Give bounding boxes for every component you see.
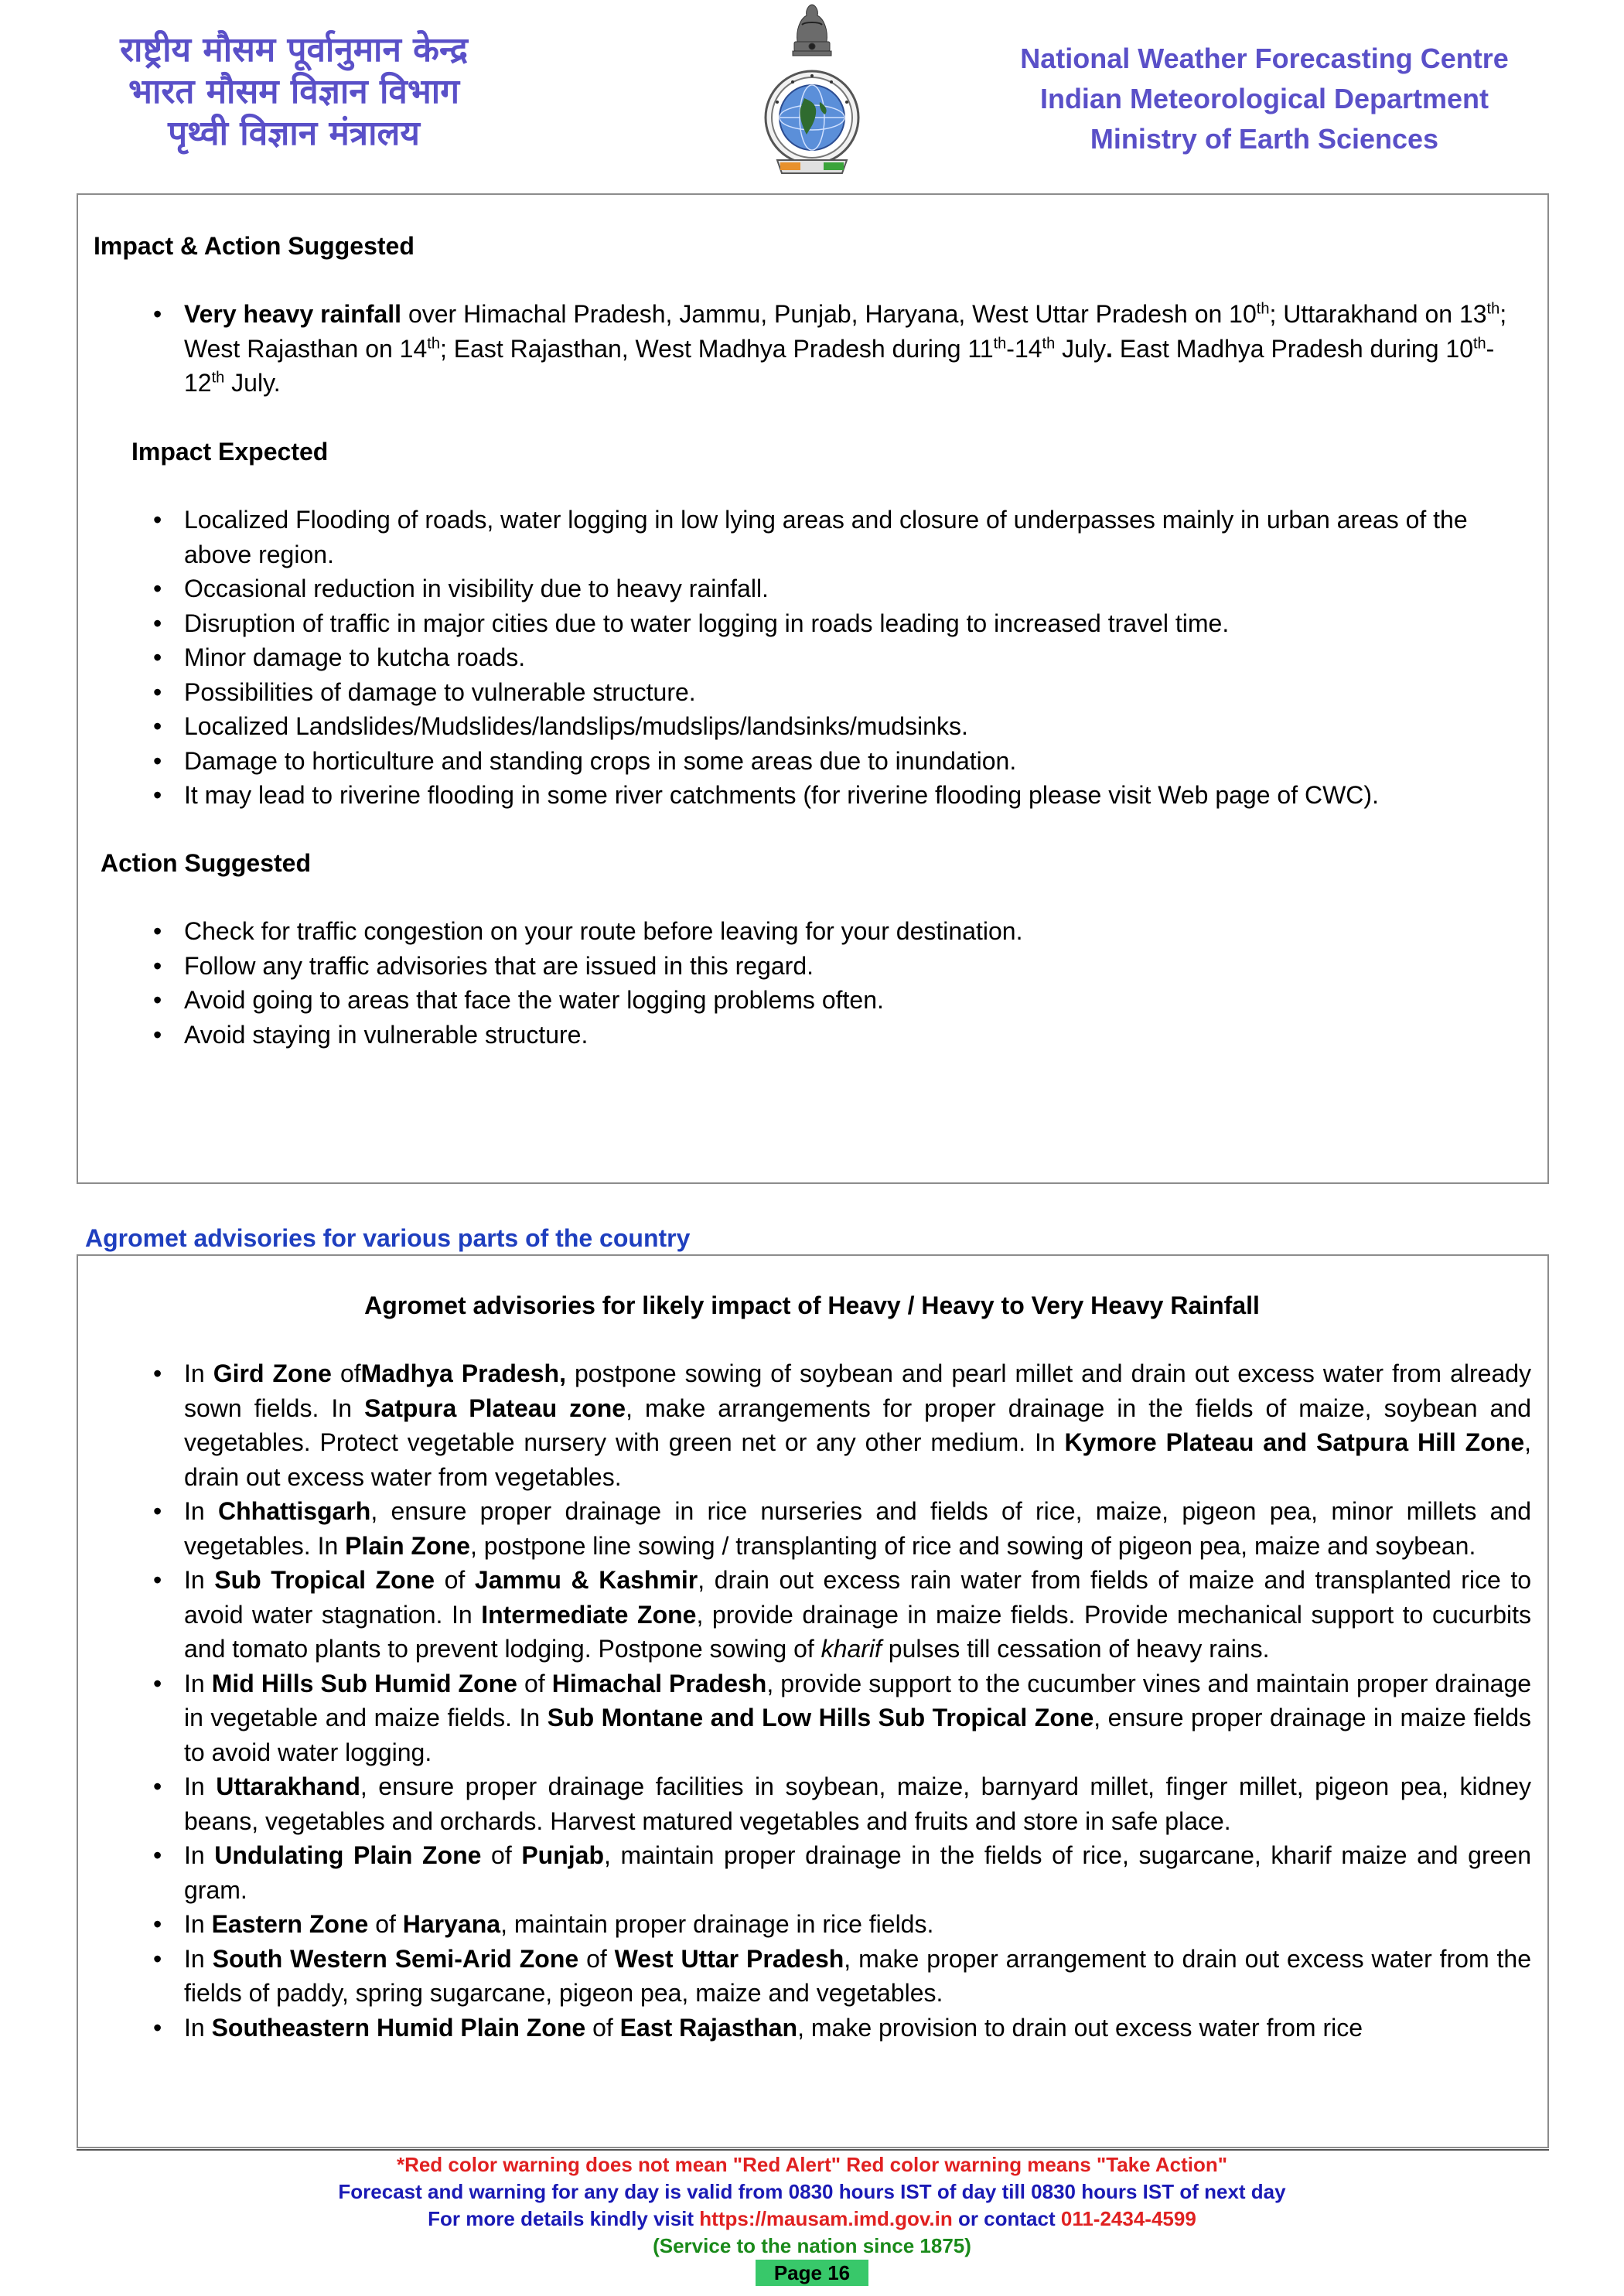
state-name: Uttarakhand [216,1772,360,1800]
english-title [982,39,1547,159]
text: In [184,1497,218,1525]
text: of [585,2013,620,2042]
list-item: • It may lead to riverine flooding in some river catchments (for riverine flooding please visit Web page of CWC). [184,778,1534,813]
text: of [368,1910,403,1938]
rainfall-bold: Very heavy rainfall [184,300,402,328]
list-item: • Localized Landslides/Mudslides/landslips/mudslips/landsinks/mudsinks. [184,709,1534,744]
hindi-line-2: भारत मौसम विज्ञान विभाग [128,72,459,111]
impact-expected-title: Impact Expected [131,438,329,466]
text: In [184,1944,213,1973]
zone-name: Mid Hills Sub Humid Zone [211,1669,517,1697]
website-link[interactable]: https://mausam.imd.gov.in [699,2207,953,2230]
rainfall-text: July [1055,334,1107,363]
advisory-haryana [184,1907,1531,1942]
state-name: Himachal Pradesh [551,1669,767,1697]
text: , make provision to drain out excess water from rice [797,2013,1363,2042]
state-name: Chhattisgarh [218,1497,371,1525]
text: , provide drainage in maize fields. Provide mechanical support to cucurbits and tomato plants to prevent lodging. Postpone sowing of [184,1600,1531,1663]
sup: th [993,334,1007,352]
advisory-east-rajasthan [184,2011,1531,2045]
contact-line [0,2206,1624,2233]
advisory-punjab [184,1838,1531,1907]
advisory-uttarakhand [184,1769,1531,1838]
sup: th [1042,334,1056,352]
text: In [184,1669,212,1697]
imd-emblem-icon [762,2,862,184]
agromet-subheading: Agromet advisories for likely impact of Heavy / Heavy to Very Heavy Rainfall [364,1291,1260,1319]
rainfall-text: -12 [184,334,1495,397]
state-name: Jammu & Kashmir [474,1566,698,1594]
action-suggested-title: Action Suggested [101,849,312,877]
text: of [517,1669,552,1697]
advisory-himachal-pradesh [184,1667,1531,1770]
list-item: • Avoid going to areas that face the water logging problems often. [184,983,1530,1018]
rainfall-text: over Himachal Pradesh, Jammu, Punjab, Haryana, West Uttar Pradesh on 10 [401,300,1257,328]
rainfall-text: ; West Rajasthan on 14 [184,300,1507,363]
rainfall-item [184,297,1530,401]
rainfall-text: July. [224,369,281,397]
impact-expected-list [184,503,1534,813]
page-number-badge: Page 16 [756,2260,868,2286]
service-note: (Service to the nation since 1875) [653,2234,971,2257]
rainfall-list [184,297,1530,401]
rainfall-text: ; East Rajasthan, West Madhya Pradesh during 11 [439,334,994,363]
state-name: West Uttar Pradesh [614,1944,844,1973]
english-line-1: National Weather Forecasting Centre [1020,43,1509,74]
list-item: • Minor damage to kutcha roads. [184,640,1534,675]
sup: th [1486,300,1500,318]
zone-name: Gird Zone [213,1360,332,1387]
page-header [0,0,1624,186]
zone-name: Sub Tropical Zone [214,1566,435,1594]
sup: th [1256,300,1270,318]
impact-title: Impact & Action Suggested [94,232,415,260]
agromet-list [184,1356,1531,2045]
english-line-3: Ministry of Earth Sciences [1090,123,1439,155]
phone-number: 011-2434-4599 [1060,2207,1196,2230]
text: postpone sowing of soybean and pearl millet and drain out excess water from already sown fields. In [184,1360,1532,1422]
rainfall-text: -14 [1006,334,1042,363]
red-warning-note: *Red color warning does not mean "Red Alert" Red color warning means "Take Action" [396,2153,1228,2176]
zone-name: Intermediate Zone [481,1600,697,1629]
text: of [435,1566,475,1594]
text: of [481,1841,522,1869]
rainfall-text: East Madhya Pradesh during 10 [1112,334,1473,363]
hindi-line-3: पृथ्वी विज्ञान मंत्रालय [168,114,420,153]
page-footer [0,2151,1624,2287]
hindi-title [77,29,510,155]
text: , make arrangements for proper drainage in the fields of maize, soybean and vegetables. Protect vegetable nursery with green net or any other medium. In [184,1394,1532,1456]
advisory-jammu-kashmir [184,1563,1531,1667]
action-list [184,914,1530,1052]
advisory-madhya-pradesh [184,1356,1531,1494]
english-line-2: Indian Meteorological Department [1039,83,1489,114]
agromet-heading: Agromet advisories for various parts of the country [85,1224,691,1252]
list-item: • Possibilities of damage to vulnerable structure. [184,675,1534,710]
zone-name: Undulating Plain Zone [214,1841,482,1869]
zone-name: Satpura Plateau zone [364,1394,626,1422]
text: , maintain proper drainage in the fields of rice, sugarcane, kharif maize and green gram. [184,1841,1532,1904]
italic-term: kharif [821,1635,882,1663]
hindi-line-1: राष्ट्रीय मौसम पूर्वानुमान केन्द्र [120,30,468,70]
text: In [184,1360,213,1387]
zone-name: Sub Montane and Low Hills Sub Tropical Zone [547,1704,1094,1731]
rainfall-text: ; Uttarakhand on 13 [1269,300,1487,328]
text: , ensure proper drainage facilities in soybean, maize, barnyard millet, finger millet, pigeon pea, kidney beans, vegetables and orchards. Harvest matured vegetables and fruits and store in safe place. [184,1772,1532,1835]
text: In [184,1841,215,1869]
validity-note: Forecast and warning for any day is valid from 0830 hours IST of day till 0830 hours IST of next day [338,2180,1286,2203]
state-name: East Rajasthan [619,2013,798,2042]
text: , postpone line sowing / transplanting of rice and sowing of pigeon pea, maize and soybean. [469,1531,1476,1560]
text: pulses till cessation of heavy rains. [881,1635,1270,1663]
list-item: • Follow any traffic advisories that are issued in this regard. [184,949,1530,984]
list-item: • Localized Flooding of roads, water logging in low lying areas and closure of underpasses mainly in urban areas of the above region. [184,503,1534,571]
list-item: • Occasional reduction in visibility due to heavy rainfall. [184,571,1534,606]
zone-name: Plain Zone [345,1531,470,1560]
zone-name: Eastern Zone [211,1910,369,1938]
sup: th [211,369,225,387]
list-item: • Damage to horticulture and standing crops in some areas due to inundation. [184,744,1534,779]
text: , ensure proper drainage in maize fields to avoid water logging. [184,1704,1532,1766]
text: of [331,1360,361,1387]
state-name: Madhya Pradesh, [360,1360,566,1387]
state-name: Haryana [402,1910,501,1938]
advisory-chhattisgarh [184,1494,1531,1563]
sup: th [427,334,440,352]
text: In [184,1566,215,1594]
zone-name: Kymore Plateau and Satpura Hill Zone [1064,1428,1525,1456]
text: of [578,1944,615,1973]
footer-divider [77,2149,1549,2151]
list-item: • Disruption of traffic in major cities due to water logging in roads leading to increased travel time. [184,606,1534,641]
text: , drain out excess rain water from fields of maize and transplanted rice to avoid water stagnation. In [184,1566,1532,1629]
advisory-west-uttar-pradesh [184,1942,1531,2011]
sup: th [1472,334,1486,352]
state-name: Punjab [521,1841,604,1869]
list-item: • Avoid staying in vulnerable structure. [184,1018,1530,1052]
text: , provide support to the cucumber vines and maintain proper drainage in vegetable and maize fields. In [184,1669,1532,1731]
text: In [184,1910,212,1938]
contact-text: or contact [952,2207,1061,2230]
text: , drain out excess water from vegetables. [184,1428,1532,1491]
zone-name: Southeastern Humid Plain Zone [211,2013,586,2042]
list-item: • Check for traffic congestion on your route before leaving for your destination. [184,914,1530,949]
contact-text: For more details kindly visit [428,2207,700,2230]
rainfall-bold: . [1106,334,1113,363]
text: In [184,1772,217,1800]
text: , ensure proper drainage in rice nurseries and fields of rice, maize, pigeon pea, minor millets and vegetables. In [184,1497,1532,1560]
text: , make proper arrangement to drain out excess water from the fields of paddy, spring sugarcane, pigeon pea, maize and vegetables. [184,1944,1532,2007]
zone-name: South Western Semi-Arid Zone [212,1944,579,1973]
text: In [184,2013,212,2042]
text: , maintain proper drainage in rice fields. [500,1910,934,1938]
